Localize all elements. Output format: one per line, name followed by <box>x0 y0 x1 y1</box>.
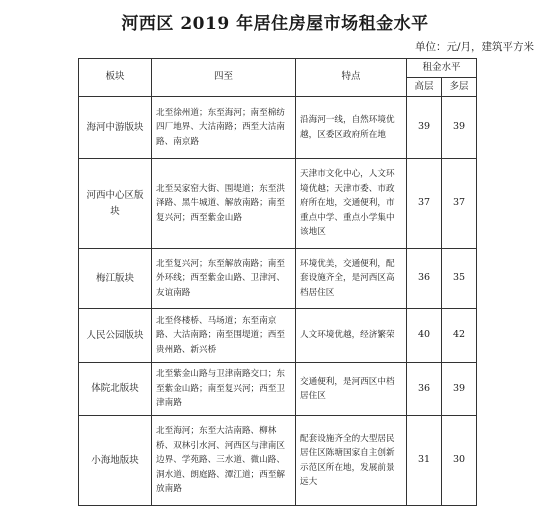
table-row <box>79 309 477 363</box>
multi-rent: 42 <box>442 309 477 363</box>
block-name: 河西中心区版块 <box>79 159 152 249</box>
feature-cell: 人文环境优越，经济繁荣 <box>296 309 407 363</box>
feature-cell: 交通便利，是河西区中档居住区 <box>296 363 407 416</box>
table-row <box>79 159 477 249</box>
boundary-cell: 北至徐州道；东至海河；南至棉纺四厂地界、大沽南路；西至大沽南路、南京路 <box>152 97 296 159</box>
block-name: 小海地版块 <box>79 416 152 506</box>
high-rent: 37 <box>407 159 442 249</box>
rent-table <box>78 58 477 506</box>
high-rent: 40 <box>407 309 442 363</box>
unit-note: 单位：元/月，建筑平方米 <box>414 41 534 53</box>
header-feature: 特点 <box>296 59 407 97</box>
boundary-cell: 北至吴家窑大街、围堤道；东至洪泽路、黑牛城道、解放南路；南至复兴河；西至紫金山路 <box>152 159 296 249</box>
block-name: 体院北版块 <box>79 363 152 416</box>
boundary-cell: 北至紫金山路与卫津南路交口；东至紫金山路；南至复兴河；西至卫津南路 <box>152 363 296 416</box>
high-rent: 36 <box>407 249 442 309</box>
block-name: 梅江版块 <box>79 249 152 309</box>
boundary-cell: 北至佟楼桥、马场道；东至南京路、大沽南路；南至围堤道；西至贵州路、新兴桥 <box>152 309 296 363</box>
page-title: 河西区 2019 年居住房屋市场租金水平 <box>121 14 429 34</box>
multi-rent: 35 <box>442 249 477 309</box>
multi-rent: 39 <box>442 97 477 159</box>
block-name: 海河中游版块 <box>79 97 152 159</box>
table-row <box>79 249 477 309</box>
high-rent: 39 <box>407 97 442 159</box>
header-multi: 多层 <box>442 78 477 97</box>
high-rent: 36 <box>407 363 442 416</box>
feature-cell: 天津市文化中心，人文环境优越；天津市委、市政府所在地，交通便利，市重点中学、重点小学集中该地区 <box>296 159 407 249</box>
multi-rent: 37 <box>442 159 477 249</box>
table-row <box>79 363 477 416</box>
multi-rent: 39 <box>442 363 477 416</box>
block-name: 人民公园版块 <box>79 309 152 363</box>
feature-cell: 沿海河一线，自然环境优越，区委区政府所在地 <box>296 97 407 159</box>
header-block: 板块 <box>79 59 152 97</box>
header-boundary: 四至 <box>152 59 296 97</box>
boundary-cell: 北至复兴河；东至解放南路；南至外环线；西至紫金山路、卫津河、友谊南路 <box>152 249 296 309</box>
feature-cell: 配套设施齐全的大型居民居住区陈塘国家自主创新示范区所在地，发展前景远大 <box>296 416 407 506</box>
multi-rent: 30 <box>442 416 477 506</box>
table-row <box>79 97 477 159</box>
boundary-cell: 北至海河；东至大沽南路、柳林桥、双林引水河、河西区与津南区边界、学苑路、三水道、微山路、洞水道、朗庭路、潭江道；西至解放南路 <box>152 416 296 506</box>
table-row <box>79 416 477 506</box>
high-rent: 31 <box>407 416 442 506</box>
feature-cell: 环境优美，交通便利，配套设施齐全，是河西区高档居住区 <box>296 249 407 309</box>
header-rent: 租金水平 <box>407 59 477 78</box>
header-high: 高层 <box>407 78 442 97</box>
